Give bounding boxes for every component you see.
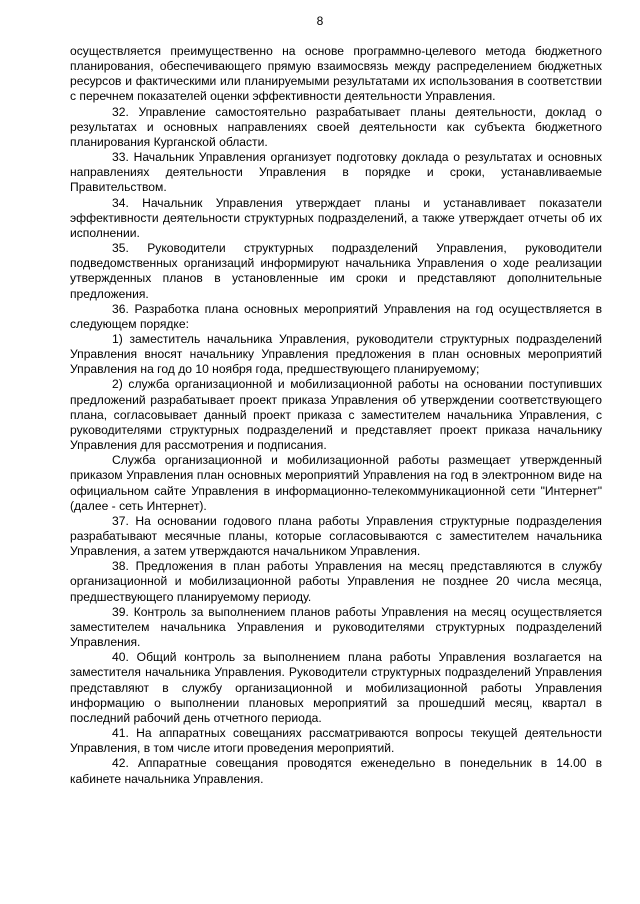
paragraph-40: 40. Общий контроль за выполнением плана работы Управления возлагается на заместителя начальника Управления. Руководители структурных подразделений Управления представляют в службу организационной и мобилизационной работы Управления информацию о выполнении плановых мероприятий за прошедший месяц, квартал в последний рабочий день отчетного периода. bbox=[70, 650, 602, 725]
paragraph-42: 42. Аппаратные совещания проводятся еженедельно в понедельник в 14.00 в кабинете начальника Управления. bbox=[70, 756, 602, 786]
paragraph-36: 36. Разработка плана основных мероприятий Управления на год осуществляется в следующем порядке: bbox=[70, 301, 602, 331]
paragraph-38: 38. Предложения в план работы Управления на месяц представляются в службу организационной и мобилизационной работы Управления не позднее 20 числа месяца, предшествующего планируемому периоду. bbox=[70, 559, 602, 604]
document-body bbox=[70, 44, 602, 787]
paragraph-33: 33. Начальник Управления организует подготовку доклада о результатах и основных направлениях деятельности Управления в порядке и сроки, устанавливаемые Правительством. bbox=[70, 150, 602, 195]
paragraph-36-item-2: 2) служба организационной и мобилизационной работы на основании поступивших предложений разрабатывает проект приказа Управления об утверждении соответствующего плана, согласовывает данный проект приказа с заместителем начальника Управления, с руководителями структурных подразделений и представляет проект приказа начальнику Управления для рассмотрения и подписания. bbox=[70, 377, 602, 453]
paragraph-34: 34. Начальник Управления утверждает планы и устанавливает показатели эффективности деятельности структурных подразделений, а также утверждает отчеты об их исполнении. bbox=[70, 195, 602, 240]
paragraph-36-publication: Служба организационной и мобилизационной работы размещает утвержденный приказом Управления план основных мероприятий Управления на год в электронном виде на официальном сайте Управления в информационно-телекоммуникационной сети "Интернет" (далее - сеть Интернет). bbox=[70, 453, 602, 513]
paragraph-39: 39. Контроль за выполнением планов работы Управления на месяц осуществляется заместителем начальника Управления и руководителями структурных подразделений Управления. bbox=[70, 604, 602, 650]
paragraph-37: 37. На основании годового плана работы Управления структурные подразделения разрабатывают месячные планы, которые согласовываются с заместителем начальника Управления, а затем утверждаются начальником Управления. bbox=[70, 513, 602, 559]
paragraph-41: 41. На аппаратных совещаниях рассматриваются вопросы текущей деятельности Управления, в том числе итоги проведения мероприятий. bbox=[70, 726, 602, 756]
paragraph-31-continuation: осуществляется преимущественно на основе программно-целевого метода бюджетного планирования, обеспечивающего прямую взаимосвязь между распределением бюджетных ресурсов и фактическими или планируемыми результатами их использования в соответствии с перечнем показателей оценки эффективности деятельности Управления. bbox=[70, 44, 602, 104]
paragraph-36-item-1: 1) заместитель начальника Управления, руководители структурных подразделений Управления вносят начальнику Управления предложения в план основных мероприятий Управления на год до 10 ноября года, предшествующего планируемому; bbox=[70, 331, 602, 377]
paragraph-32: 32. Управление самостоятельно разрабатывает планы деятельности, доклад о результатах и основных направлениях своей деятельности как субъекта бюджетного планирования Курганской области. bbox=[70, 104, 602, 149]
paragraph-35: 35. Руководители структурных подразделений Управления, руководители подведомственных организаций информируют начальника Управления о ходе реализации утвержденных планов в установленные им сроки и представляют дополнительные предложения. bbox=[70, 241, 602, 301]
page-number: 8 bbox=[316, 14, 324, 28]
